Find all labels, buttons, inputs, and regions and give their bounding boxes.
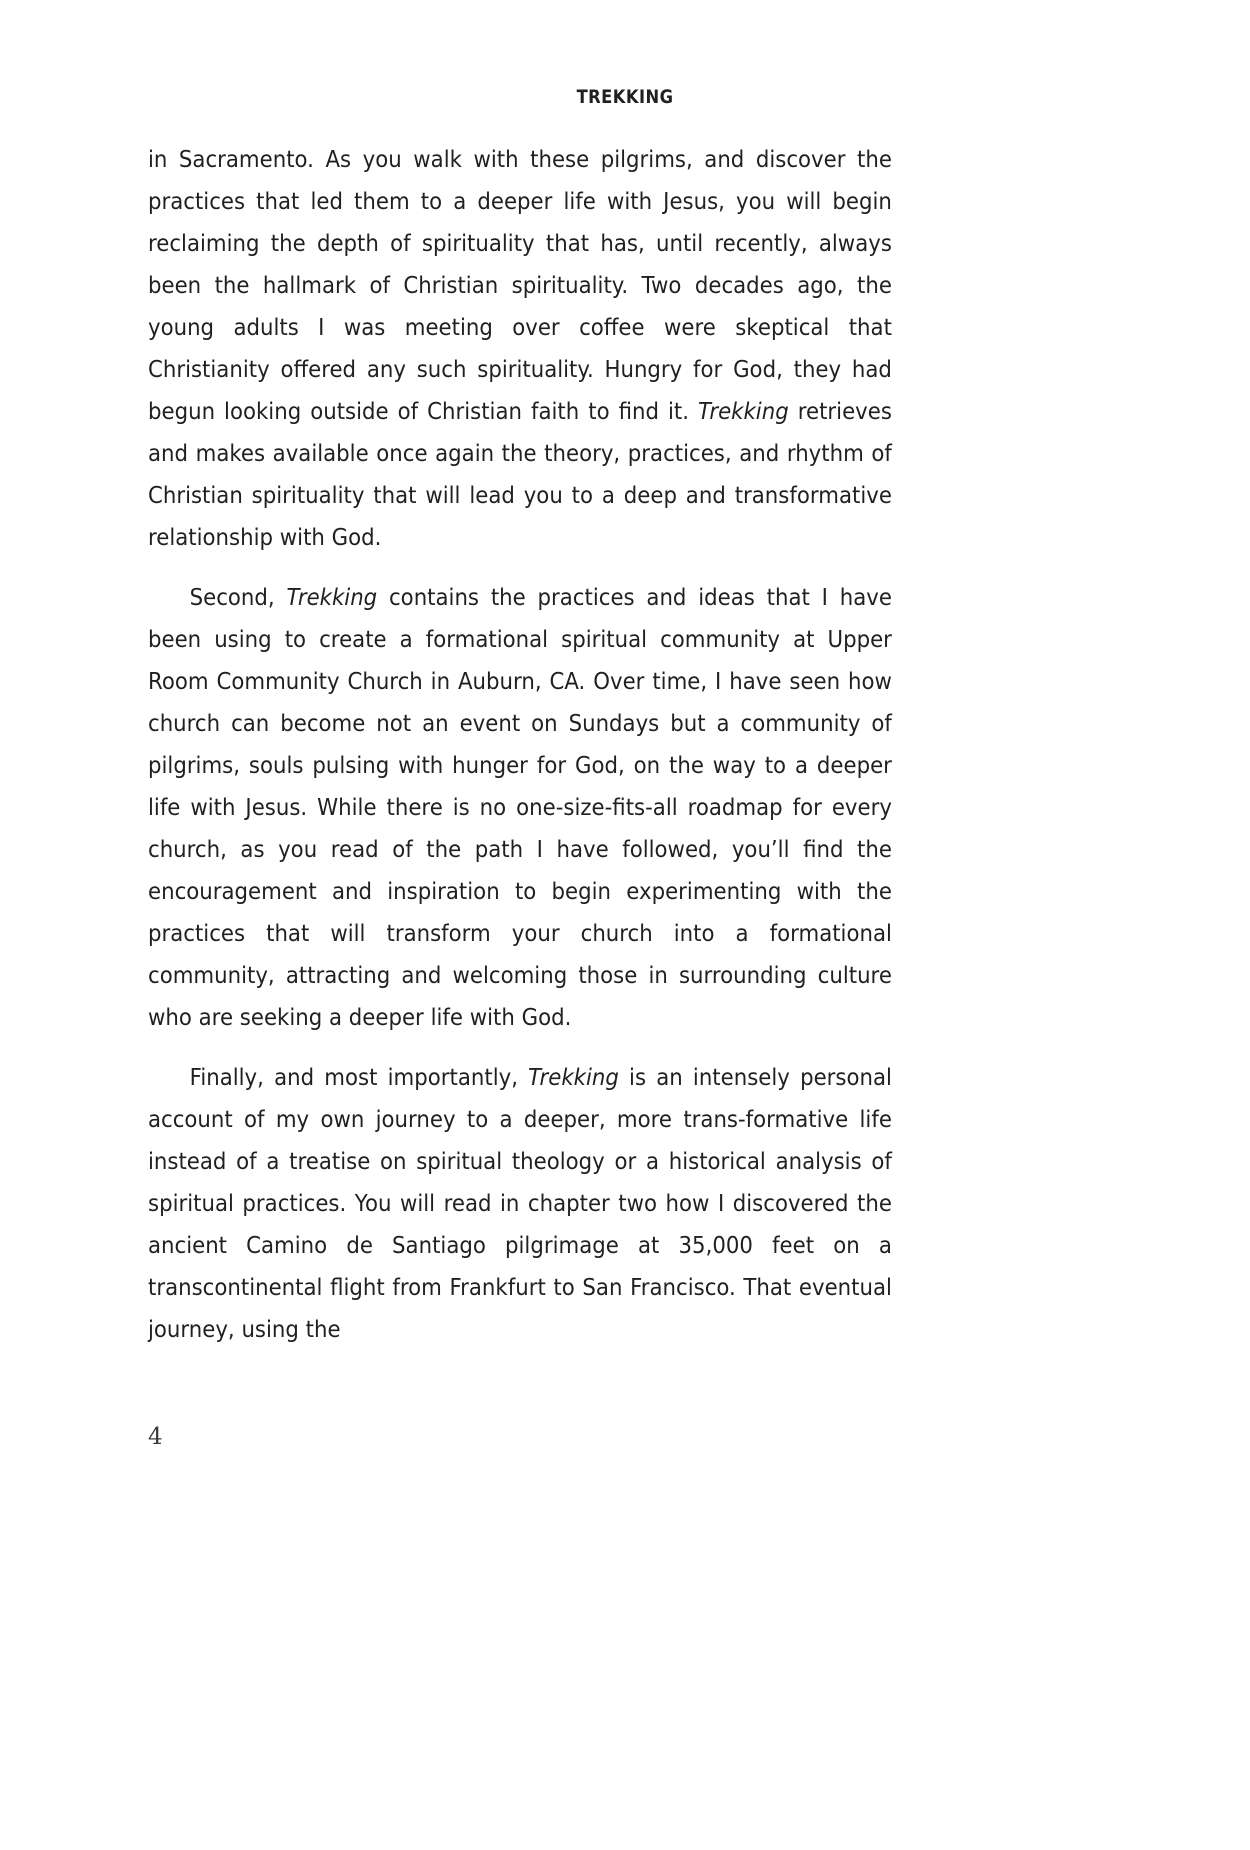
page-number: 4 [148, 1424, 163, 1450]
book-title-italic: Trekking [286, 583, 378, 611]
body-text-column [148, 138, 892, 1350]
running-head: TREKKING [576, 86, 674, 108]
book-title-italic: Trekking [528, 1063, 619, 1091]
paragraph-1: in Sacramento. As you walk with these pilgrims, and discover the practices that led them to a deeper life with Jesus, you will begin reclaiming the depth of spirituality that has, until recently, always been the hallmark of Christian spirituality. Two decades ago, the young adults I was meeting over coffee were skeptical that Christianity offered any such spirituality. Hungry for God, they had begun looking outside of Christian faith to find it. Trekking retrieves and makes available once again the theory, practices, and rhythm of Christian spirituality that will lead you to a deep and transformative relationship with God. [148, 145, 892, 551]
paragraph-3: Finally, and most importantly, Trekking is an intensely personal account of my own journey to a deeper, more trans-formative life instead of a treatise on spiritual theology or a historical analysis of spiritual practices. You will read in chapter two how I discovered the ancient Camino de Santiago pilgrimage at 35,000 feet on a transcontinental flight from Frankfurt to San Francisco. That eventual journey, using the [148, 1063, 892, 1343]
book-title-italic: Trekking [697, 397, 789, 425]
paragraph-2: Second, Trekking contains the practices and ideas that I have been using to create a formational spiritual community at Upper Room Community Church in Auburn, CA. Over time, I have seen how church can become not an event on Sundays but a community of pilgrims, souls pulsing with hunger for God, on the way to a deeper life with Jesus. While there is no one-size-fits-all roadmap for every church, as you read of the path I have followed, you’ll find the encouragement and inspiration to begin experimenting with the practices that will transform your church into a formational community, attracting and welcoming those in surrounding culture who are seeking a deeper life with God. [148, 583, 892, 1031]
